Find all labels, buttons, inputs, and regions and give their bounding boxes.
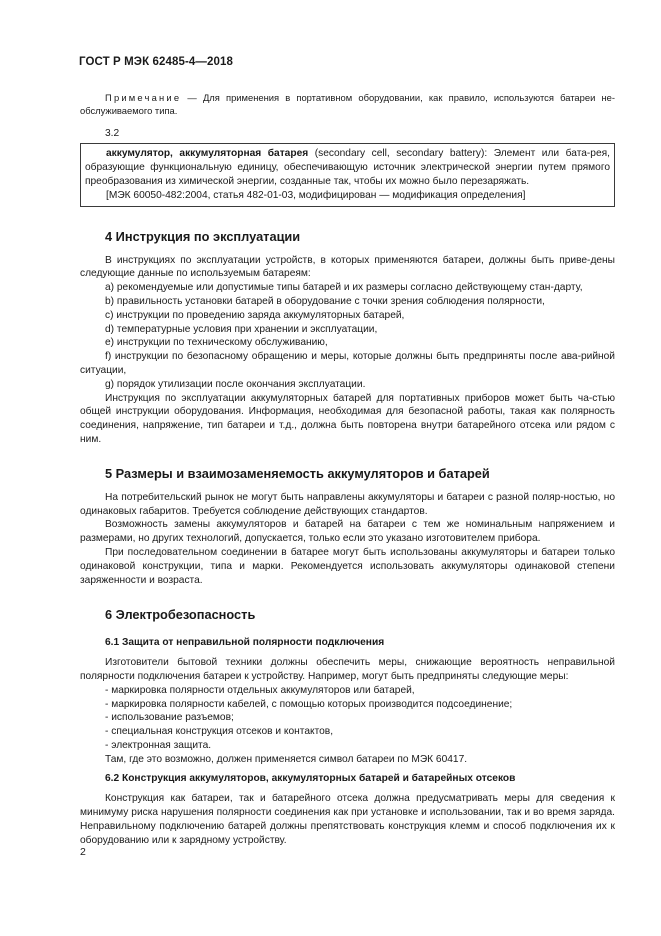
note-label: Примечание [105, 92, 182, 103]
list-item: f) инструкции по безопасному обращению и меры, которые должны быть предприняты после ава-рийной ситуации, [80, 351, 615, 376]
list-item: b) правильность установки батарей в оборудование с точки зрения соблюдения полярности, [105, 295, 545, 307]
list-item: - специальная конструкция отсеков и контактов, [105, 726, 334, 738]
list-item: - электронная защита. [105, 739, 212, 751]
section-5-paragraph: На потребительский рынок не могут быть направлены аккумуляторы и батареи с разной поляр-ностью, но одинаковых габаритов. Требуется соблюдение действующих стандартов. [80, 491, 615, 517]
list-item: d) температурные условия при хранении и эксплуатации, [105, 323, 378, 335]
subsection-6-1-title: 6.1 Защита от неправильной полярности подключения [105, 637, 385, 649]
page-content [80, 92, 615, 847]
section-4-body [80, 254, 615, 447]
subsection-6-1-body [80, 656, 615, 766]
subsection-6-1-intro: Изготовители бытовой техники должны обеспечить меры, снижающие вероятность неправильной полярности подключения батареи к устройству. Например, могут быть предприняты следующие меры: [80, 657, 615, 682]
subsection-6-2-body [80, 792, 615, 847]
section-4-intro: В инструкциях по эксплуатации устройств, в которых применяются батареи, должны быть приве-дены следующие данные по используемым батареям: [80, 254, 615, 280]
section-5-body [80, 491, 615, 588]
list-item: a) рекомендуемые или допустимые типы батарей и их размеры согласно действующему стан-дарту, [105, 282, 583, 294]
term-definition [85, 147, 610, 188]
list-item: - использование разъемов; [105, 712, 234, 724]
term-body: (secondary cell, secondary battery): Элемент или бата-рея, образующие функциональную единицу, обеспечивающую источник электрической энергии путем прямого преобразования из химической энергии, созданные так, чтобы их можно было перезаряжать. [85, 148, 610, 187]
list-item: - маркировка полярности отдельных аккумуляторов или батарей, [105, 684, 415, 696]
section-5-paragraph: При последовательном соединении в батарее могут быть использованы аккумуляторы и батареи только одинаковой конструкции, типа и марки. Рекомендуется использовать аккумуляторы одинаковой степени заряженности и возраста. [80, 546, 615, 586]
subsection-6-2-paragraph: Конструкция как батареи, так и батарейного отсека должна предусматривать меры для сведения к минимуму риска нарушения полярности соединения как при установке и использовании, так и во время заряда. Неправильному подключению батарей должны препятствовать конструкция клемм и способ подключения их к оборудованию или к зарядному устройству. [80, 793, 615, 846]
term-definition-box [80, 143, 615, 206]
standard-header: ГОСТ Р МЭК 62485-4—2018 [79, 56, 233, 68]
section-4-outro: Инструкция по эксплуатации аккумуляторных батарей для портативных приборов может быть ча-стью общей инструкции оборудования. Информация, необходимая для безопасной работы, такая как полярность соединения, напряжение, тип батареи и т.д., должна быть повторена внутри батарейного отсека или рядом с ним. [80, 392, 615, 445]
page-number: 2 [80, 846, 86, 858]
section-5-title: 5 Размеры и взаимозаменяемость аккумуляторов и батарей [105, 465, 490, 481]
subsection-6-2-title: 6.2 Конструкция аккумуляторов, аккумуляторных батарей и батарейных отсеков [105, 773, 516, 785]
section-4-title: 4 Инструкция по эксплуатации [105, 228, 301, 244]
list-item: e) инструкции по техническому обслуживанию, [105, 337, 328, 349]
list-item: c) инструкции по проведению заряда аккумуляторных батарей, [105, 309, 405, 321]
term-head: аккумулятор, аккумуляторная батарея [106, 148, 309, 160]
term-reference: [МЭК 60050-482:2004, статья 482-01-03, модифицирован — модификация определения] [106, 189, 526, 201]
note-text: — Для применения в портативном оборудовании, как правило, используются батареи не-обслуживаемого типа. [80, 92, 615, 116]
list-item: g) порядок утилизации после окончания эксплуатации. [105, 378, 366, 390]
note-paragraph [80, 92, 615, 118]
subsection-6-1-outro: Там, где это возможно, должен применяется символ батареи по МЭК 60417. [105, 753, 468, 765]
section-5-paragraph: Возможность замены аккумуляторов и батарей на батареи с тем же номинальным напряжением и размерами, но других технологий, допускается, только если это указано изготовителем прибора. [80, 519, 615, 545]
section-6-title: 6 Электробезопасность [105, 607, 256, 623]
list-item: - маркировка полярности кабелей, с помощью которых производится подсоединение; [105, 698, 513, 710]
term-number: 3.2 [105, 127, 120, 139]
